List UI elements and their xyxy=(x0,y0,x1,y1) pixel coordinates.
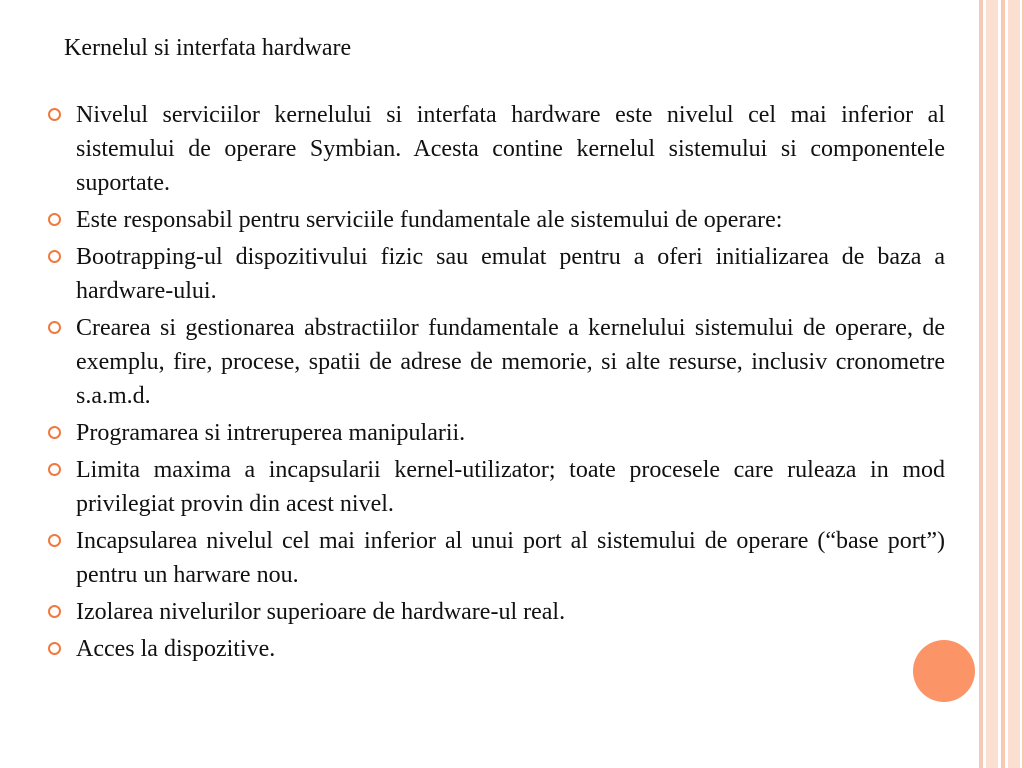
bullet-item xyxy=(48,98,945,200)
bullet-text: Programarea si intreruperea manipularii. xyxy=(76,420,466,446)
stripe xyxy=(1008,0,1020,768)
slide-title: Kernelul si interfata hardware xyxy=(64,35,352,61)
bullet-item xyxy=(48,524,945,592)
bullet-text: Este responsabil pentru serviciile fundamentale ale sistemului de operare: xyxy=(76,207,783,233)
bullet-icon xyxy=(48,321,61,334)
bullet-item xyxy=(48,240,945,308)
bullet-icon xyxy=(48,108,61,121)
bullet-item xyxy=(48,416,945,450)
bullet-item xyxy=(48,203,945,237)
bullet-item xyxy=(48,632,945,666)
bullet-icon xyxy=(48,463,61,476)
stripe xyxy=(979,0,983,768)
bullet-text: Incapsularea nivelul cel mai inferior al unui port al sistemului de operare (“base port”) pentru un harware nou. xyxy=(76,528,945,588)
bullet-icon xyxy=(48,534,61,547)
bullet-text: Limita maxima a incapsularii kernel-utilizator; toate procesele care ruleaza in mod privilegiat provin din acest nivel. xyxy=(76,457,945,517)
bullet-item xyxy=(48,595,945,629)
bullet-item xyxy=(48,453,945,521)
bullet-list xyxy=(48,98,945,669)
bullet-text: Nivelul serviciilor kernelului si interfata hardware este nivelul cel mai inferior al sistemului de operare Symbian. Acesta contine kernelul sistemului si componentele suportate. xyxy=(76,102,945,196)
stripe xyxy=(986,0,998,768)
bullet-text: Crearea si gestionarea abstractiilor fundamentale a kernelului sistemului de operare, de exemplu, fire, procese, spatii de adrese de memorie, si alte resurse, inclusiv cronometre s.a.m.d. xyxy=(76,315,945,409)
bullet-icon xyxy=(48,213,61,226)
stripe xyxy=(1001,0,1005,768)
decorative-stripes xyxy=(979,0,1024,768)
bullet-text: Acces la dispozitive. xyxy=(76,636,276,662)
bullet-icon xyxy=(48,642,61,655)
bullet-item xyxy=(48,311,945,413)
bullet-text: Izolarea nivelurilor superioare de hardware-ul real. xyxy=(76,599,566,625)
bullet-icon xyxy=(48,250,61,263)
bullet-text: Bootrapping-ul dispozitivului fizic sau emulat pentru a oferi initializarea de baza a hardware-ului. xyxy=(76,244,945,304)
bullet-icon xyxy=(48,426,61,439)
bullet-icon xyxy=(48,605,61,618)
